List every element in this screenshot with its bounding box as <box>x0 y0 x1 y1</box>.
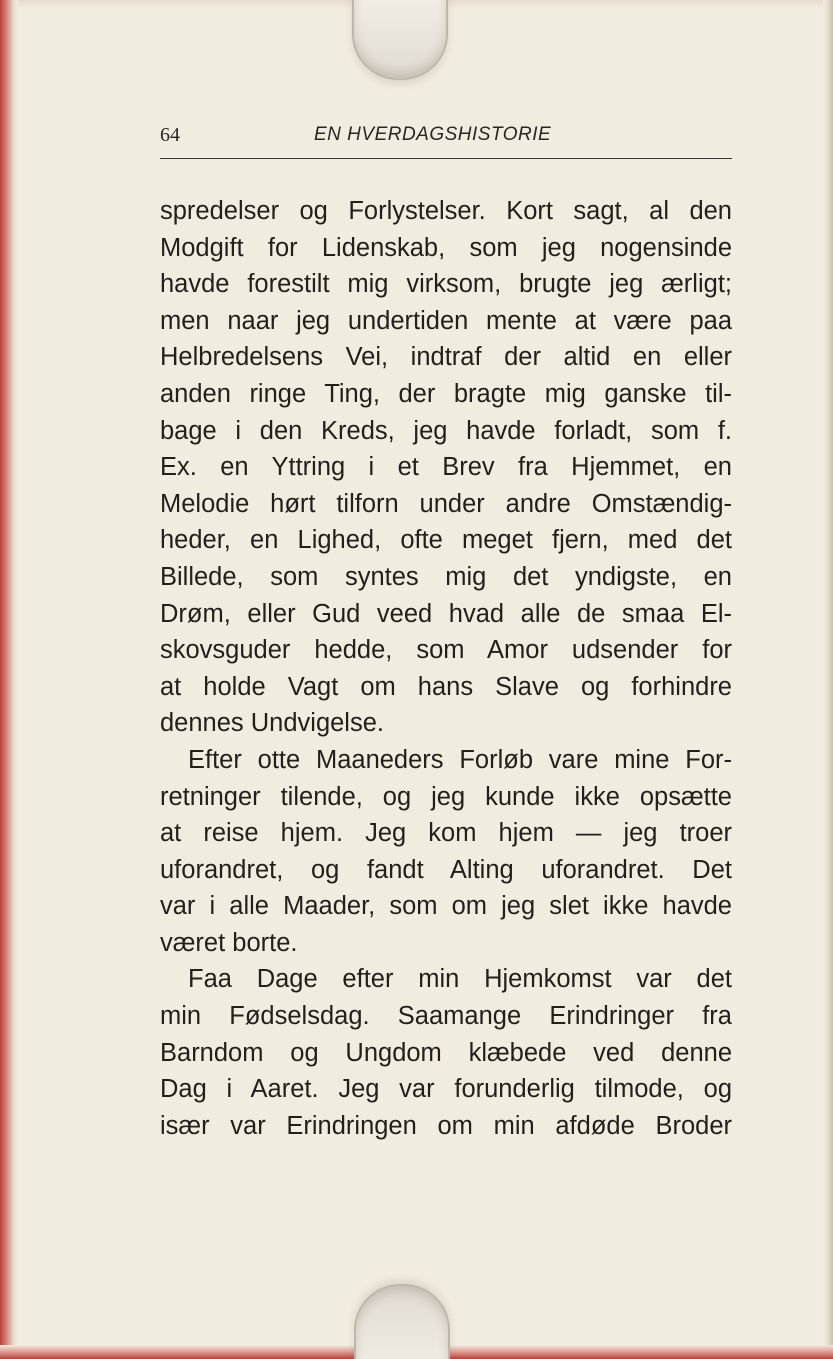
text-line: var i alle Maader, som om jeg slet ikke havde <box>160 892 732 921</box>
text-line: havde forestilt mig virksom, brugte jeg ærligt; <box>160 270 732 299</box>
text-line: Helbredelsens Vei, indtraf der altid en eller <box>160 343 732 372</box>
text-line: bage i den Kreds, jeg havde forladt, som f. <box>160 416 732 445</box>
text-line: især var Erindringen om min afdøde Broder <box>160 1111 732 1140</box>
text-line: at reise hjem. Jeg kom hjem — jeg troer <box>160 819 732 848</box>
text-line: Efter otte Maaneders Forløb vare mine For- <box>188 745 732 774</box>
text-line: Melodie hørt tilforn under andre Omstændig- <box>160 489 732 518</box>
text-line: at holde Vagt om hans Slave og forhindre <box>160 672 732 701</box>
text-line: Billede, som syntes mig det yndigste, en <box>160 562 732 591</box>
text-line: min Fødselsdag. Saamange Erindringer fra <box>160 1002 732 1031</box>
page-header <box>160 124 732 158</box>
running-title: EN HVERDAGSHISTORIE <box>314 124 552 145</box>
text-line: Drøm, eller Gud veed hvad alle de smaa El- <box>160 599 732 628</box>
text-line: uforandret, og fandt Alting uforandret. Det <box>160 855 732 884</box>
text-line: men naar jeg undertiden mente at være paa <box>160 306 732 335</box>
text-line: anden ringe Ting, der bragte mig ganske til- <box>160 379 732 408</box>
text-line: dennes Undvigelse. <box>160 709 384 738</box>
body-text <box>160 193 732 1144</box>
page-right-edge <box>823 0 833 1359</box>
text-line: Ex. en Yttring i et Brev fra Hjemmet, en <box>160 453 732 482</box>
page-left-edge-red-cover <box>0 0 18 1359</box>
text-line: Modgift for Lidenskab, som jeg nogensinde <box>160 233 732 262</box>
text-line: Faa Dage efter min Hjemkomst var det <box>188 965 732 994</box>
scanner-clip-top <box>352 0 448 80</box>
text-line: spredelser og Forlystelser. Kort sagt, al den <box>160 197 732 225</box>
scanner-clip-bottom <box>354 1284 450 1359</box>
page-number: 64 <box>160 124 180 146</box>
header-rule <box>160 158 732 159</box>
text-line: skovsguder hedde, som Amor udsender for <box>160 636 732 665</box>
text-line: Barndom og Ungdom klæbede ved denne <box>160 1038 732 1067</box>
text-line: været borte. <box>160 928 298 957</box>
text-line: heder, en Lighed, ofte meget fjern, med det <box>160 526 732 555</box>
text-line: retninger tilende, og jeg kunde ikke opsætte <box>160 782 732 811</box>
text-line: Dag i Aaret. Jeg var forunderlig tilmode, og <box>160 1075 732 1104</box>
